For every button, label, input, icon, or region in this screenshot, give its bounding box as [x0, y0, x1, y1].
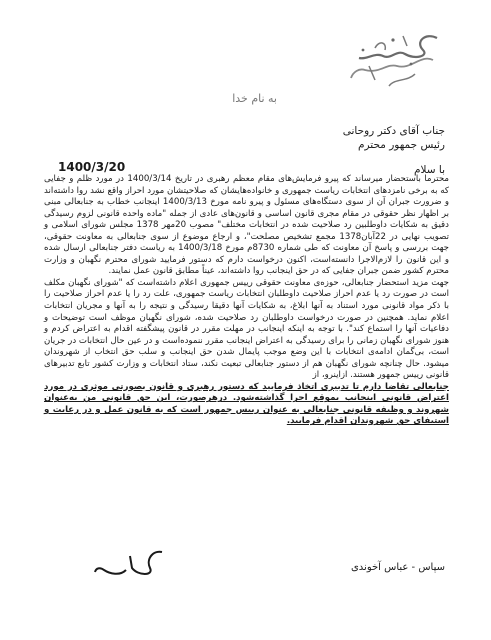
closing-signature-line: سپاس - عباس آخوندی: [350, 562, 445, 573]
recipient-name: جناب آقای دکتر روحانی: [342, 125, 445, 137]
paragraph-3-request: جنابعالی تقاضا دارم تا تدبیری اتخاذ فرمایید که دستور رهبری و قانون بصورتی موثری در مورد اعتراض قانونی اینجانب بموقع اجرا گذاشته‌شود. درهرصورت، این حق قانونی من به‌عنوان شهروند و وظیفه قانونی جنابعالی به عنوان رییس جمهور است که به قانون عمل و در رعایت و استیفای حق شهروندان اقدام فرمایید.: [44, 381, 449, 427]
paragraph-2: جهت مزید استحضار جنابعالی، حوزه‌ی معاونت حقوقی رییس جمهوری اعلام داشته‌است که "شورای نگهبان مکلف است در صورت رد یا عدم احراز صلاحیت داوطلبان انتخابات ریاست جمهوری، علت رد را یا عدم احراز صلاحیت را با ذکر مواد قانونی مورد استناد به آنها ابلاغ، به شکایات آنها دقیقا رسیدگی و نتیجه را به آنها و مجریان انتخابات اعلام نماید. همچنین در صورت درخواست داوطلبان رد صلاحیت شده، شورای نگهبان موظف است توضیحات و دفاعیات آنها را استماع کند". با توجه به اینکه اینجانب در مهلت مقرر در قانون پیشگفته اقدام به اعتراض کردم و هنوز شورای نگهبان زمانی را برای رسیدگی به اعتراض اینجانب مقرر ننموده‌است و در عین حال انتخابات در جریان است، بی‌گمان ادامه‌ی انتخابات با این وضع موجب پایمال شدن حق اینجانب و سلب حق انتخاب از شهروندان میشود. حال چنانچه شورای نگهبان هم از دستور جنابعالی تبعیت نکند، ستاد انتخابات و وزارت کشور تابع تدبیرهای قانونی رییس جمهور هستند. ازاینرو، از: [44, 277, 449, 381]
paragraph-1: محترما باستحضار میرساند که پیرو فرمایش‌های مقام معظم رهبری در تاریخ 1400/3/14 در مورد ظلم و جفایی که به برخی نامزدهای انتخابات ریاست جمهوری و خانواده‌هایشان که صلاحیتشان مورد احراز واقع نشد روا داشته‌اند و ضرورت جبران آن از سوی دستگاه‌های مسئول و پیرو نامه مورخ 1400/3/13 اینجانب خطاب به جنابعالی مبنی بر اظهار نظر حقوقی در مقام مجری قانون اساسی و قانون‌های عادی از جمله "ماده واحده قانونی لزوم رسیدگی دقیق به شکایات داوطلبین رد صلاحیت شده در انتخابات مختلف" مصوب 20مهر 1378 مجلس شورای اسلامی و تصویب نهایی در 22آبان1378 مجمع تشخیص مصلحت"، و ارجاع موضوع از سوی جنابعالی به معاونت حقوقی، جهت بررسی و پاسخ آن معاونت که طی شماره 8730م مورخ 1400/3/18 به ریاست دفتر جنابعالی ارسال شده و این قانون را لازم‌الاجرا دانسته‌است، اکنون درخواست دارم که دستور فرمایید شورای محترم نگهبان و وزارت محترم کشور ضمن جبران جفایی که در حق اینجانب روا داشته‌اند، عیناً مطابق قانون عمل نمایند.: [44, 174, 449, 277]
letter-body: [44, 174, 449, 428]
recipient-title: رئیس جمهور محترم: [358, 139, 445, 151]
handwritten-signature: [92, 546, 166, 580]
letter-date: 1400/3/20: [58, 160, 126, 174]
bismillah-heading: به نام خدا: [232, 92, 277, 105]
calligraphy-logo: [345, 30, 445, 92]
greeting: با سلام: [413, 164, 445, 176]
